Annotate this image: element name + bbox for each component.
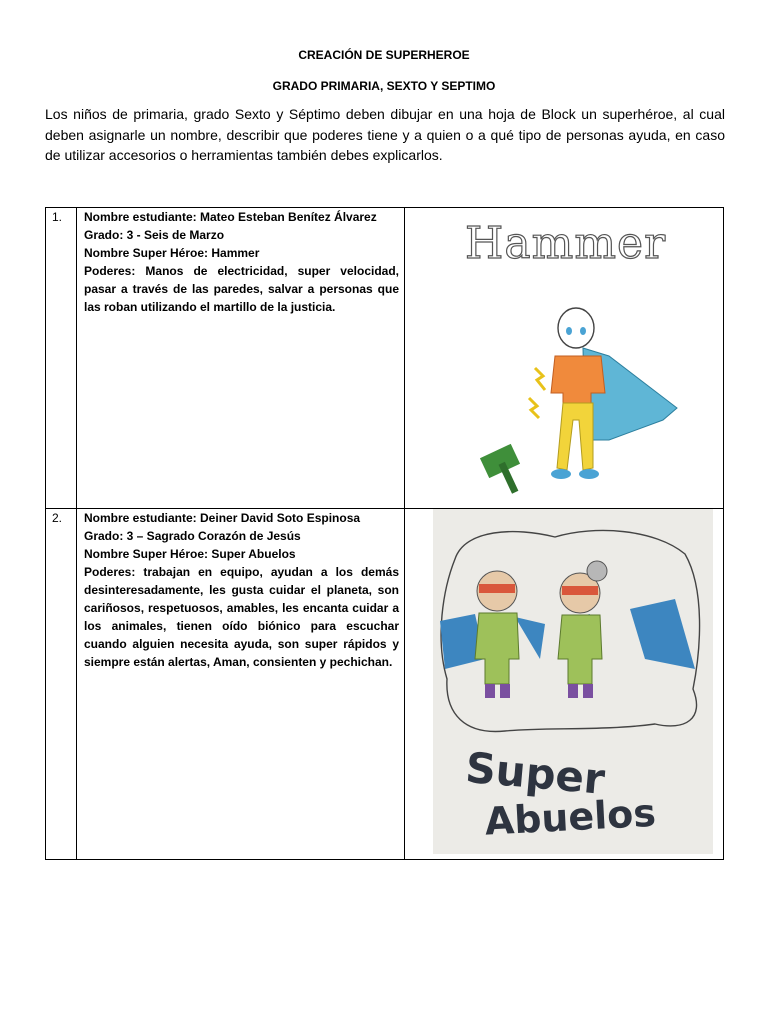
hero-drawing-cell	[405, 208, 724, 509]
shoe-left	[551, 469, 571, 479]
eye-left	[566, 327, 572, 335]
document-subtitle: GRADO PRIMARIA, SEXTO Y SEPTIMO	[272, 79, 496, 93]
drawing-title-super: Super	[463, 742, 607, 804]
entry-details	[77, 509, 405, 860]
document-title: CREACIÓN DE SUPERHEROE	[298, 48, 470, 62]
hammer-drawing	[405, 208, 742, 503]
entry-number: 1.	[46, 208, 77, 509]
hero-name: Nombre Super Héroe: Super Abuelos	[84, 547, 296, 561]
hero-head	[558, 308, 594, 348]
eye-right	[580, 327, 586, 335]
table-row	[46, 509, 724, 860]
entry-number: 2.	[46, 509, 77, 860]
drawing-title-abuelos: Abuelos	[483, 790, 657, 844]
entries-table	[45, 207, 724, 860]
lightning-icon	[535, 368, 545, 390]
entry-details	[77, 208, 405, 509]
grandma-bun	[587, 561, 607, 581]
shoe-right	[579, 469, 599, 479]
hero-powers: Poderes: trabajan en equipo, ayudan a los demás desinteresadamente, les gusta cuidar el planeta, son cariñosos, respetuosos, amables, les encanta cuidar a los animales, tienen oído biónico para escuchar cuando alguien necesita ayuda, son super rápidos y siempre están alertas, Aman, consienten y pechichan.	[84, 565, 399, 669]
hammer-head	[480, 444, 520, 478]
super-abuelos-drawing	[405, 509, 742, 854]
mask-red	[479, 584, 515, 593]
hero-name: Nombre Super Héroe: Hammer	[84, 246, 260, 260]
boot-left	[485, 684, 495, 698]
student-grade: Grado: 3 - Seis de Marzo	[84, 228, 225, 242]
lightning-icon	[529, 398, 539, 418]
student-grade: Grado: 3 – Sagrado Corazón de Jesús	[84, 529, 301, 543]
hero-drawing-cell	[405, 509, 724, 860]
mask-red	[562, 586, 598, 595]
student-name: Nombre estudiante: Mateo Esteban Benítez Álvarez	[84, 210, 377, 224]
table-row	[46, 208, 724, 509]
boot-left	[568, 684, 578, 698]
intro-paragraph: Los niños de primaria, grado Sexto y Séptimo deben dibujar en una hoja de Block un superhéroe, al cual deben asignarle un nombre, describir que poderes tiene y a quien o a qué tipo de personas ayuda, en caso de utilizar accesorios o herramientas también debes explicarlos.	[45, 106, 725, 163]
boot-right	[500, 684, 510, 698]
boot-right	[583, 684, 593, 698]
student-name: Nombre estudiante: Deiner David Soto Espinosa	[84, 511, 361, 525]
hero-powers: Poderes: Manos de electricidad, super velocidad, pasar a través de las paredes, salvar a personas que las roban utilizando el martillo de la justicia.	[84, 264, 399, 314]
drawing-title-hammer: Hammer	[465, 218, 667, 269]
hero-pants	[557, 403, 593, 470]
